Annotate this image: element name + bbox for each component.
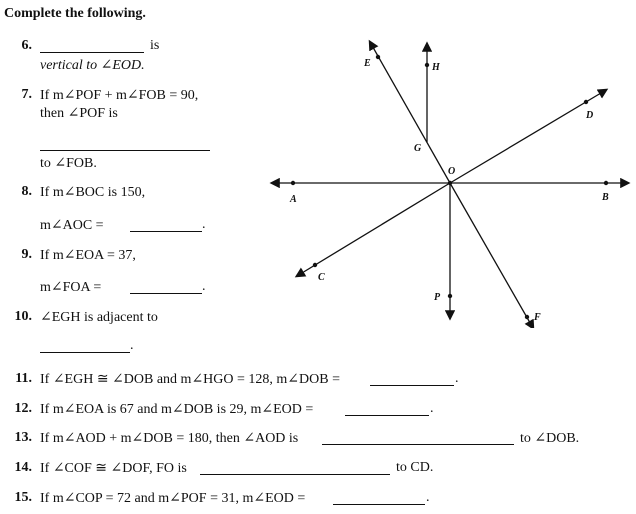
label-p: P: [434, 292, 441, 303]
label-o: O: [448, 166, 456, 177]
point-h: [425, 63, 429, 67]
problem-8-end: .: [202, 217, 206, 232]
problem-9-answer-blank[interactable]: [130, 293, 202, 294]
point-e: [376, 55, 380, 59]
problem-13-text: If m∠AOD + m∠DOB = 180, then ∠AOD is: [40, 431, 299, 446]
problem-15-end: .: [426, 490, 430, 505]
problem-8-text-line1: If m∠BOC is 150,: [40, 185, 146, 200]
label-h: H: [432, 62, 440, 73]
problem-12-end: .: [430, 401, 434, 416]
problem-14-text: If ∠COF ≅ ∠DOF, FO is: [40, 461, 187, 476]
label-a: A: [290, 194, 297, 205]
label-c: C: [318, 272, 325, 283]
label-e: E: [364, 58, 371, 69]
problem-11-number: 11.: [15, 371, 32, 386]
problem-15-number: 15.: [14, 490, 32, 505]
problem-6-answer-blank[interactable]: [40, 52, 144, 53]
problem-8-answer-blank[interactable]: [130, 231, 202, 232]
problem-9-text-line1: If m∠EOA = 37,: [40, 248, 136, 263]
point-o: [448, 181, 452, 185]
problem-10-number: 10.: [14, 309, 32, 324]
problem-14-answer-blank[interactable]: [200, 474, 390, 475]
problem-9-end: .: [202, 279, 206, 294]
problem-13-after: to ∠DOB.: [520, 431, 580, 446]
problem-6-text-line2: vertical to ∠EOD.: [40, 58, 145, 73]
problem-7-number: 7.: [21, 87, 32, 102]
point-d: [584, 100, 588, 104]
problem-9-text-line2: m∠FOA =: [40, 280, 102, 295]
problem-13-answer-blank[interactable]: [322, 444, 514, 445]
problem-10-text-line1: ∠EGH is adjacent to: [40, 310, 158, 325]
ray-od: [450, 90, 606, 183]
problem-13-number: 13.: [14, 430, 32, 445]
problem-10-end: .: [130, 338, 134, 353]
label-f: F: [534, 312, 541, 323]
problem-7-text-line1: If m∠POF + m∠FOB = 90,: [40, 88, 199, 103]
ray-of: [450, 183, 533, 328]
ray-oc: [297, 183, 450, 276]
instructions-heading: Complete the following.: [4, 6, 146, 21]
label-b: B: [602, 192, 609, 203]
problem-15-answer-blank[interactable]: [333, 504, 425, 505]
problem-14-number: 14.: [14, 460, 32, 475]
problem-8-number: 8.: [21, 184, 32, 199]
problem-11-answer-blank[interactable]: [370, 385, 454, 386]
point-f: [525, 315, 529, 319]
problem-14-after: to CD.: [396, 460, 434, 475]
problem-11-text: If ∠EGH ≅ ∠DOB and m∠HGO = 128, m∠DOB =: [40, 372, 340, 387]
problem-15-text: If m∠COP = 72 and m∠POF = 31, m∠EOD =: [40, 491, 306, 506]
problem-10-answer-blank[interactable]: [40, 352, 130, 353]
point-c: [313, 263, 317, 267]
problem-6-number: 6.: [21, 38, 32, 53]
point-a: [291, 181, 295, 185]
problem-7-answer-blank[interactable]: [40, 150, 210, 151]
problem-8-text-line2: m∠AOC =: [40, 218, 104, 233]
label-d: D: [586, 110, 594, 121]
problem-9-number: 9.: [21, 247, 32, 262]
problem-7-text-line2: then ∠POF is: [40, 106, 118, 121]
problem-11-end: .: [455, 371, 459, 386]
point-p: [448, 294, 452, 298]
problem-12-answer-blank[interactable]: [345, 415, 429, 416]
point-b: [604, 181, 608, 185]
problem-6-text: is: [150, 38, 160, 53]
problem-7-text-line4: to ∠FOB.: [40, 156, 97, 171]
angle-figure: [268, 28, 634, 328]
label-g: G: [414, 143, 422, 154]
problem-12-text: If m∠EOA is 67 and m∠DOB is 29, m∠EOD =: [40, 402, 314, 417]
problem-12-number: 12.: [14, 401, 32, 416]
